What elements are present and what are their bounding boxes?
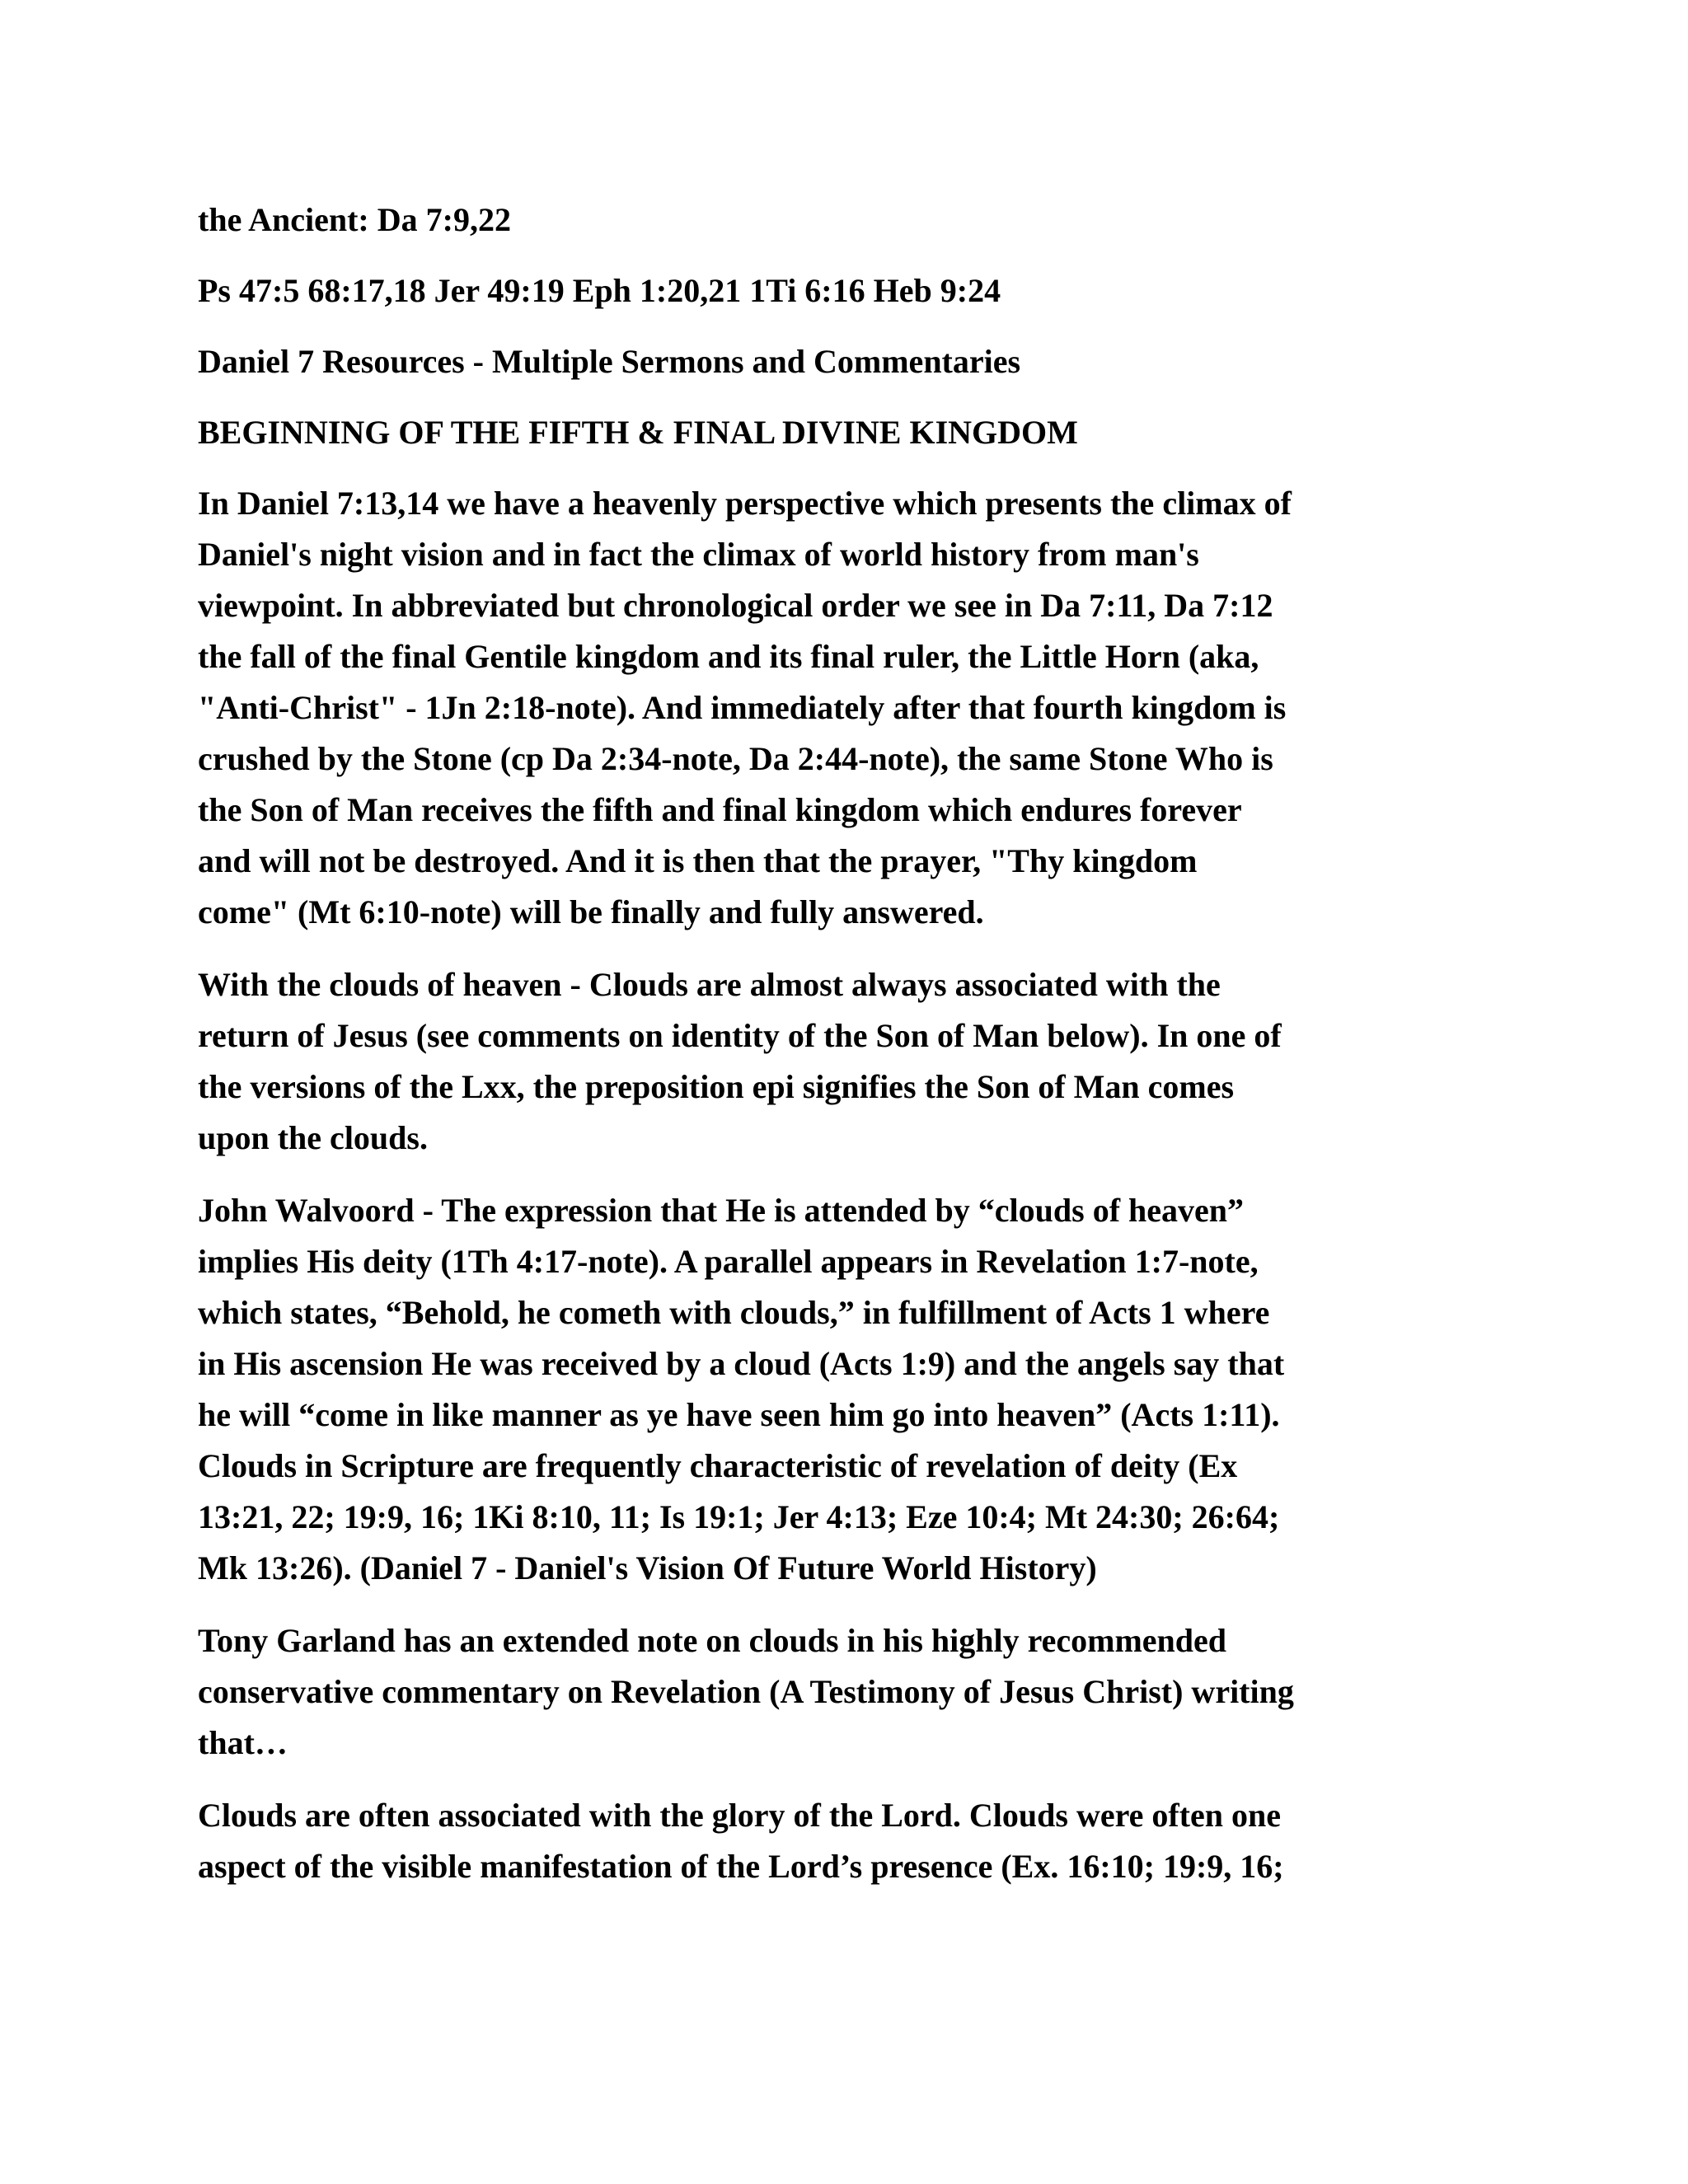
text-line: Daniel 7 Resources - Multiple Sermons and Commentaries xyxy=(198,343,1021,380)
clouds-paragraph xyxy=(198,959,1484,1164)
text-line: the Son of Man receives the fifth and final kingdom which endures forever xyxy=(198,791,1242,828)
text-line: BEGINNING OF THE FIFTH & FINAL DIVINE KINGDOM xyxy=(198,414,1078,451)
text-line: aspect of the visible manifestation of the Lord’s presence (Ex. 16:10; 19:9, 16; xyxy=(198,1848,1284,1885)
text-line: Clouds are often associated with the glory of the Lord. Clouds were often one xyxy=(198,1797,1282,1834)
text-line: crushed by the Stone (cp Da 2:34-note, Da 2:44-note), the same Stone Who is xyxy=(198,740,1273,777)
text-line: the Ancient: Da 7:9,22 xyxy=(198,201,511,238)
text-line: "Anti-Christ" - 1Jn 2:18-note). And immediately after that fourth kingdom is xyxy=(198,689,1287,726)
walvoord-paragraph xyxy=(198,1185,1484,1594)
text-line: Daniel's night vision and in fact the climax of world history from man's xyxy=(198,536,1199,573)
intro-paragraph xyxy=(198,478,1484,938)
text-line: Mk 13:26). (Daniel 7 - Daniel's Vision Of Future World History) xyxy=(198,1549,1097,1586)
text-line: the fall of the final Gentile kingdom and its final ruler, the Little Horn (aka, xyxy=(198,638,1259,675)
text-line: Tony Garland has an extended note on clouds in his highly recommended xyxy=(198,1622,1227,1659)
text-line: that… xyxy=(198,1724,288,1761)
text-line: return of Jesus (see comments on identity of the Son of Man below). In one of xyxy=(198,1017,1282,1054)
text-line: come" (Mt 6:10-note) will be finally and fully answered. xyxy=(198,893,984,930)
text-line: viewpoint. In abbreviated but chronological order we see in Da 7:11, Da 7:12 xyxy=(198,587,1273,624)
text-line: conservative commentary on Revelation (A Testimony of Jesus Christ) writing xyxy=(198,1673,1294,1710)
text-line: and will not be destroyed. And it is then that the prayer, "Thy kingdom xyxy=(198,842,1198,879)
section-heading xyxy=(198,407,1484,458)
text-line: in His ascension He was received by a cloud (Acts 1:9) and the angels say that xyxy=(198,1345,1285,1382)
cross-references xyxy=(198,265,1484,316)
text-line: implies His deity (1Th 4:17-note). A parallel appears in Revelation 1:7-note, xyxy=(198,1243,1259,1280)
text-line: the versions of the Lxx, the preposition epi signifies the Son of Man comes xyxy=(198,1068,1235,1105)
text-line: which states, “Behold, he cometh with clouds,” in fulfillment of Acts 1 where xyxy=(198,1294,1270,1331)
text-line: Clouds in Scripture are frequently characteristic of revelation of deity (Ex xyxy=(198,1447,1238,1484)
text-line: Ps 47:5 68:17,18 Jer 49:19 Eph 1:20,21 1Ti 6:16 Heb 9:24 xyxy=(198,272,1001,309)
text-line: John Walvoord - The expression that He is attended by “clouds of heaven” xyxy=(198,1192,1245,1229)
document-body xyxy=(198,194,1484,1914)
text-line: 13:21, 22; 19:9, 16; 1Ki 8:10, 11; Is 19:1; Jer 4:13; Eze 10:4; Mt 24:30; 26:64; xyxy=(198,1498,1280,1535)
text-line: In Daniel 7:13,14 we have a heavenly perspective which presents the climax of xyxy=(198,485,1292,522)
glory-paragraph xyxy=(198,1790,1484,1892)
text-line: he will “come in like manner as ye have seen him go into heaven” (Acts 1:11). xyxy=(198,1396,1280,1433)
ancient-reference xyxy=(198,194,1484,246)
garland-paragraph xyxy=(198,1615,1484,1769)
resources-heading xyxy=(198,336,1484,387)
text-line: upon the clouds. xyxy=(198,1119,428,1156)
text-line: With the clouds of heaven - Clouds are almost always associated with the xyxy=(198,966,1221,1003)
